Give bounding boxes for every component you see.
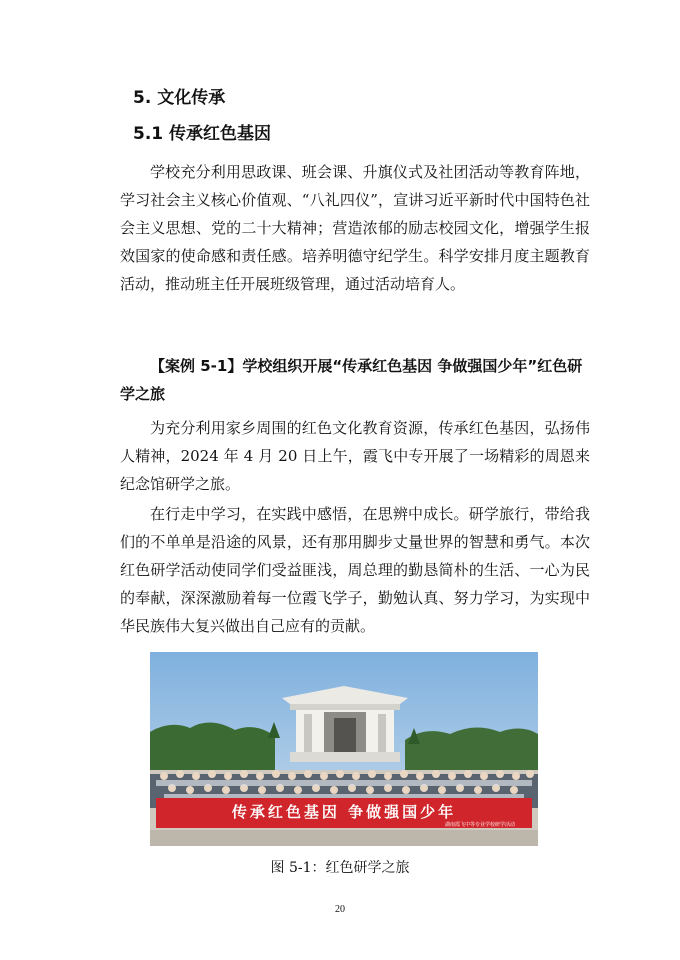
banner-text: 传承红色基因 争做强国少年 (231, 803, 457, 821)
group-photo-illustration (150, 652, 538, 846)
case-paragraph-2: 在行走中学习，在实践中感悟，在思辨中成长。研学旅行，带给我们的不单单是沿途的风景，还有那用脚步丈量世界的智慧和勇气。本次红色研学活动使同学们受益匪浅，周总理的勤恳简朴的生活、一心为民的奉献，深深激励着每一位霞飞学子，勤勉认真、努力学习，为实现中华民族伟大复兴做出自己应有的贡献。 (120, 505, 590, 635)
building-door (334, 718, 356, 754)
intro-paragraph: 学校充分利用思政课、班会课、升旗仪式及社团活动等教育阵地，学习社会主义核心价值观、“八礼四仪”，宣讲习近平新时代中国特色社会主义思想、党的二十大精神；营造浓郁的励志校园文化，增强学生报效国家的使命感和责任感。培养明德守纪学生。科学安排月度主题教育活动，推动班主任开展班级管理，通过活动培育人。 (120, 163, 590, 293)
building-column (304, 714, 312, 754)
figure-caption: 图 5-1：红色研学之旅 (270, 860, 410, 876)
banner-subtext: 湖南霞飞中等专业学校研学活动 (444, 822, 516, 828)
case-paragraph-1: 为充分利用家乡周围的红色文化教育资源，传承红色基因，弘扬伟人精神，2024 年 4 月 20 日上午，霞飞中专开展了一场精彩的周恩来纪念馆研学之旅。 (120, 419, 590, 493)
ground-front (150, 830, 538, 846)
group-photo (150, 652, 538, 846)
page-number: 20 (335, 904, 345, 915)
section-heading: 5. 文化传承 (133, 88, 226, 108)
case-title: 【案例 5-1】学校组织开展“传承红色基因 争做强国少年”红色研学之旅 (120, 357, 583, 403)
building-eave (290, 704, 400, 710)
subsection-heading: 5.1 传承红色基因 (133, 124, 272, 144)
building-steps (290, 752, 400, 762)
building-column (378, 714, 386, 754)
